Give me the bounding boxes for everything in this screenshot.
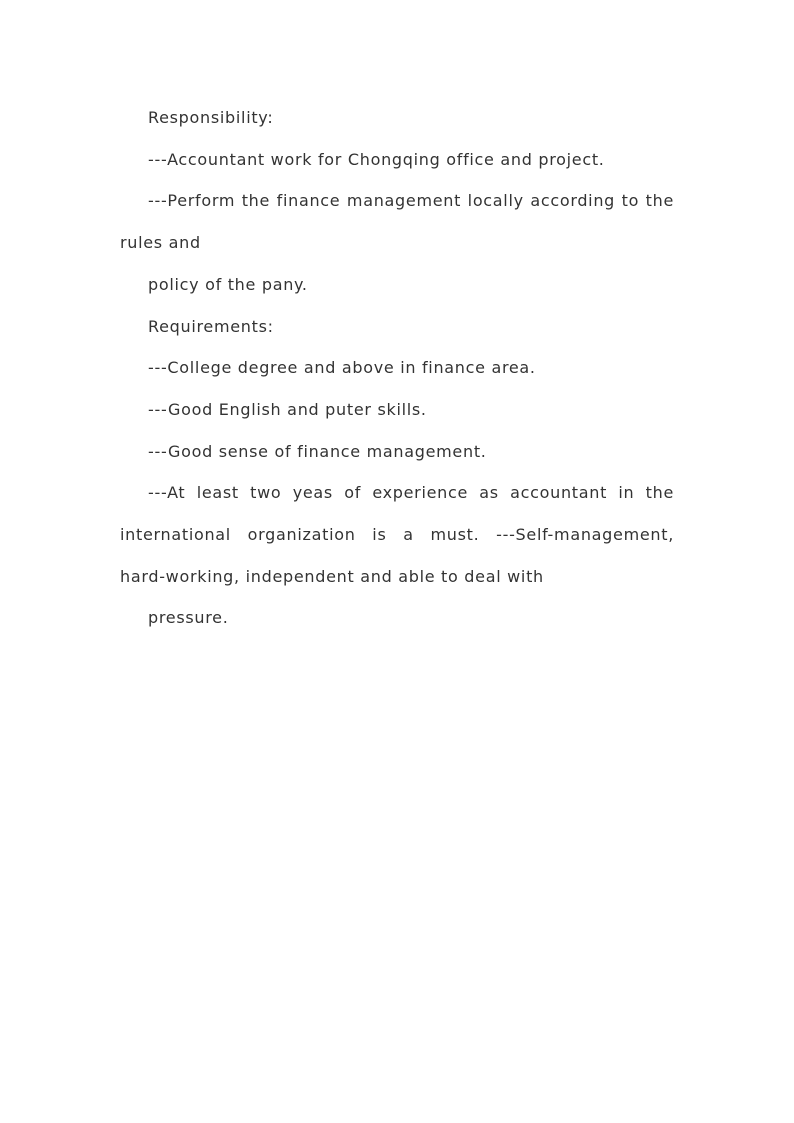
- requirement-item-skills: ---Good English and puter skills.: [148, 399, 427, 419]
- requirements-heading: Requirements:: [148, 316, 274, 336]
- responsibility-item-accountant: ---Accountant work for Chongqing office and project.: [148, 149, 605, 169]
- responsibility-item-policy: policy of the pany.: [148, 274, 308, 294]
- document-body: [120, 97, 674, 639]
- requirement-item-experience: ---At least two yeas of experience as accountant in the: [148, 483, 674, 503]
- requirement-item-finance-sense: ---Good sense of finance management.: [148, 441, 487, 461]
- responsibility-item-finance-management-continued: rules and: [120, 233, 201, 253]
- responsibility-heading: Responsibility:: [148, 108, 274, 127]
- responsibility-item-finance-management: ---Perform the finance management locally according to the: [148, 191, 674, 211]
- requirement-item-degree: ---College degree and above in finance area.: [148, 358, 536, 378]
- requirement-item-experience-continued: international organization is a must. ---Self-management,: [120, 525, 674, 545]
- requirement-item-pressure: pressure.: [148, 608, 229, 628]
- requirement-item-self-management: hard-working, independent and able to deal with: [120, 566, 544, 586]
